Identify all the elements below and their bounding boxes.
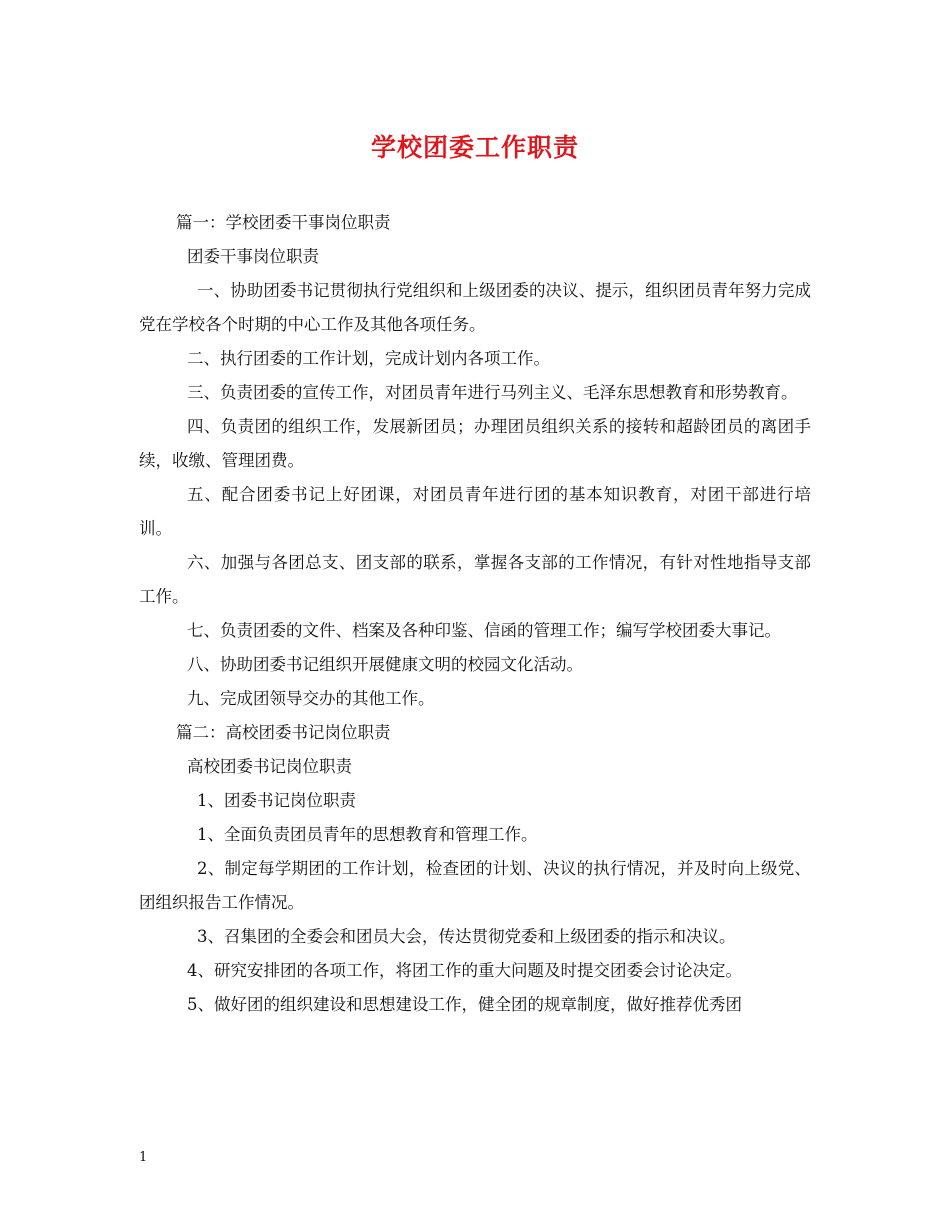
body-paragraph: 三、负责团委的宣传工作，对团员青年进行马列主义、毛泽东思想教育和形势教育。 [187, 383, 798, 402]
body-paragraph: 3、召集团的全委会和团员大会，传达贯彻党委和上级团委的指示和决议。 [197, 927, 736, 946]
body-paragraph: 一、协助团委书记贯彻执行党组织和上级团委的决议、提示，组织团员青年努力完成党在学校各个时期的中心工作及其他各项任务。 [139, 281, 811, 334]
document-body [139, 206, 811, 1022]
body-paragraph: 五、配合团委书记上好团课，对团员青年进行团的基本知识教育，对团干部进行培训。 [139, 485, 811, 538]
body-paragraph: 二、执行团委的工作计划，完成计划内各项工作。 [187, 349, 550, 368]
page-number: 1 [139, 1150, 148, 1165]
body-paragraph: 1、团委书记岗位职责 [197, 791, 356, 810]
body-paragraph: 六、加强与各团总支、团支部的联系，掌握各支部的工作情况，有针对性地指导支部工作。 [139, 553, 811, 606]
body-paragraph: 篇二：高校团委书记岗位职责 [176, 723, 391, 742]
body-paragraph: 团委干事岗位职责 [187, 247, 319, 266]
body-paragraph: 4、研究安排团的各项工作，将团工作的重大问题及时提交团委会讨论决定。 [187, 961, 742, 980]
body-paragraph: 1、全面负责团员青年的思想教育和管理工作。 [197, 825, 538, 844]
body-paragraph: 七、负责团委的文件、档案及各种印鉴、信函的管理工作；编写学校团委大事记。 [187, 621, 781, 640]
body-paragraph: 2、制定每学期团的工作计划，检查团的计划、决议的执行情况，并及时向上级党、团组织报告工作情况。 [139, 859, 811, 912]
body-paragraph: 高校团委书记岗位职责 [187, 757, 352, 776]
body-paragraph: 九、完成团领导交办的其他工作。 [187, 689, 435, 708]
body-paragraph: 八、协助团委书记组织开展健康文明的校园文化活动。 [187, 655, 583, 674]
document-title: 学校团委工作职责 [370, 133, 579, 162]
body-paragraph: 5、做好团的组织建设和思想建设工作，健全团的规章制度，做好推荐优秀团 [187, 995, 742, 1014]
body-paragraph: 篇一：学校团委干事岗位职责 [176, 213, 391, 232]
body-paragraph: 四、负责团的组织工作，发展新团员；办理团员组织关系的接转和超龄团员的离团手续，收缴、管理团费。 [139, 417, 811, 470]
